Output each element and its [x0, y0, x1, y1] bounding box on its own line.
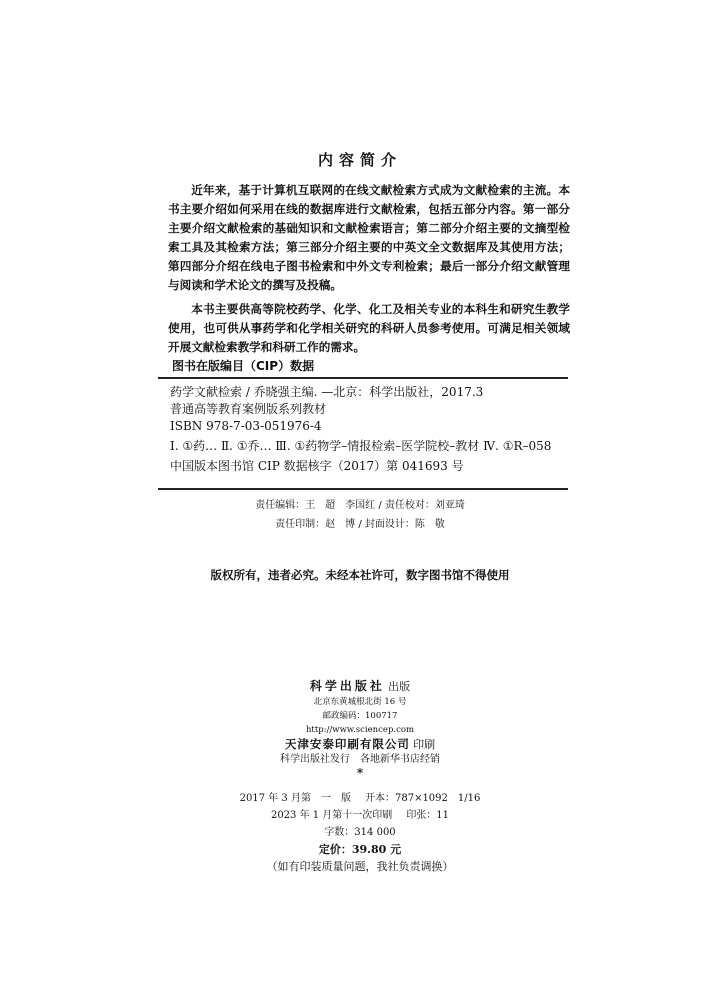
- intro-title: 内容简介: [317, 151, 402, 169]
- cip-line: 普通高等教育案例版系列教材: [170, 402, 327, 416]
- printer-suffix: 印刷: [413, 738, 436, 751]
- quality-note: （如有印装质量问题，我社负责调换）: [266, 860, 454, 873]
- format: 开本：787×1092 1/16: [364, 793, 481, 804]
- separator-star: *: [356, 766, 364, 780]
- printing-label: 责任印制：: [275, 519, 326, 530]
- intro-text: [168, 181, 570, 362]
- cip-line: 药学文献检索 / 乔晓强主编. —北京：科学出版社，2017.3: [170, 385, 484, 399]
- cip-bottom-rule: [158, 488, 568, 490]
- editors: 王 超 李国红: [305, 500, 376, 511]
- distribution: 科学出版社发行 各地新华书店经销: [280, 754, 440, 765]
- intro-paragraph: 近年来，基于计算机互联网的在线文献检索方式成为文献检索的主流。本书主要介绍如何采用在线的数据库进行文献检索，包括五部分内容。第一部分主要介绍文献检索的基础知识和文献检索语言；第二部分介绍主要的文摘型检索工具及其检索方法；第三部分介绍主要的中英文全文数据库及其使用方法；第四部分介绍在线电子图书检索和中外文专利检索；最后一部分介绍文献管理与阅读和学术论文的撰写及投稿。: [168, 183, 570, 292]
- proofreader: 刘亚琦: [434, 500, 465, 511]
- word-count: 字数：314 000: [324, 827, 396, 838]
- specs-block: [0, 790, 720, 875]
- credits-block: [0, 496, 720, 534]
- proofreader-label: 责任校对：: [384, 500, 435, 511]
- publisher-postcode: 邮政编码：100717: [322, 711, 398, 721]
- printer-name: 天津安泰印刷有限公司: [284, 737, 410, 751]
- cip-line: 中国版本图书馆 CIP 数据核字（2017）第 041693 号: [170, 459, 464, 473]
- cip-top-rule: [158, 377, 568, 379]
- price: 定价：39.80 元: [318, 843, 402, 856]
- printing-manager: 赵 博: [325, 519, 356, 530]
- copyright-notice: 版权所有，违者必究。未经本社许可，数字图书馆不得使用: [210, 568, 510, 582]
- credits-line-2: 责任印制：赵 博 / 封面设计：陈 敬: [275, 519, 445, 530]
- intro-paragraph: 本书主要供高等院校药学、化学、化工及相关专业的本科生和研究生教学使用，也可供从事药学和化学相关研究的科研人员参考使用。可满足相关领域开展文献检索教学和科研工作的需求。: [168, 302, 570, 354]
- edition: 2017 年 3 月第 一 版: [239, 793, 351, 804]
- cip-record: [170, 384, 568, 475]
- printing-info: 2023 年 1 月第十一次印刷: [270, 810, 393, 821]
- publisher-url: http://www.sciencep.com: [305, 725, 415, 735]
- cover-label: 封面设计：: [364, 519, 415, 530]
- cip-heading: 图书在版编目（CIP）数据: [172, 359, 315, 373]
- cip-line: Ⅰ. ①药… Ⅱ. ①乔… Ⅲ. ①药物学–情报检索–医学院校–教材 Ⅳ. ①R–058: [170, 439, 552, 453]
- publisher-suffix: 出版: [388, 680, 411, 693]
- publisher-address: 北京东黄城根北街 16 号: [313, 697, 407, 707]
- cover-designer: 陈 敬: [414, 519, 445, 530]
- publisher-block: [0, 679, 720, 779]
- credits-line-1: 责任编辑：王 超 李国红 / 责任校对：刘亚琦: [255, 500, 465, 511]
- editor-label: 责任编辑：: [255, 500, 306, 511]
- sheets: 印张：11: [406, 810, 450, 821]
- publisher-name: 科学出版社: [309, 679, 385, 693]
- cip-line: ISBN 978-7-03-051976-4: [170, 419, 322, 433]
